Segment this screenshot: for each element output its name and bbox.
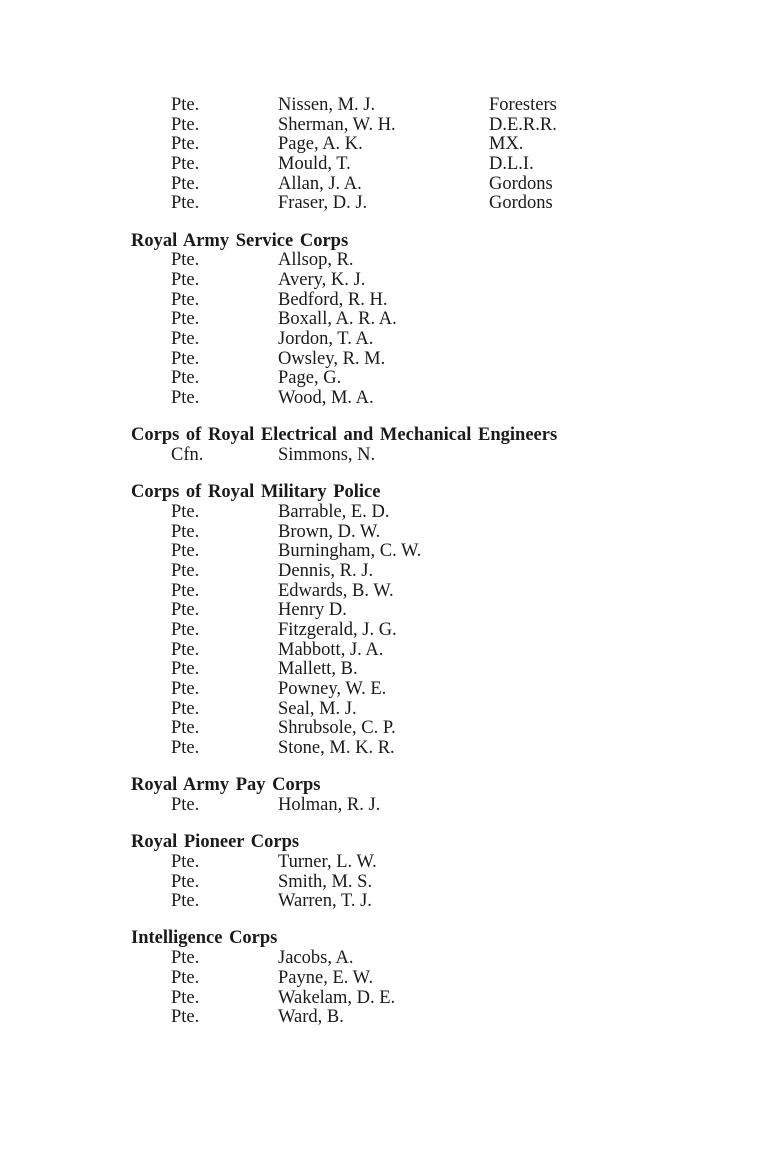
rank: Pte.	[171, 521, 200, 542]
list-item	[0, 680, 780, 700]
list-item	[0, 251, 780, 271]
section-spacer	[0, 912, 780, 930]
name: Turner, L. W.	[278, 851, 377, 872]
list-item	[0, 989, 780, 1009]
list-item	[0, 155, 780, 175]
list-item	[0, 582, 780, 602]
roll-page	[0, 96, 780, 1028]
rank: Pte.	[171, 289, 200, 310]
list-item	[0, 523, 780, 543]
section-reme	[0, 426, 780, 465]
rank: Pte.	[171, 193, 200, 214]
name: Allan, J. A.	[278, 173, 362, 194]
section-royal-military-police	[0, 483, 780, 759]
name: Burningham, C. W.	[278, 541, 422, 562]
name: Wood, M. A.	[278, 388, 374, 409]
list-item	[0, 873, 780, 893]
section-heading: Corps of Royal Military Police	[131, 482, 381, 503]
list-item	[0, 503, 780, 523]
list-item	[0, 601, 780, 621]
section-royal-pioneer-corps	[0, 833, 780, 912]
name: Shrubsole, C. P.	[278, 718, 396, 739]
list-item	[0, 719, 780, 739]
rank: Pte.	[171, 154, 200, 175]
rank: Pte.	[171, 388, 200, 409]
rank: Pte.	[171, 368, 200, 389]
list-item	[0, 796, 780, 816]
section-royal-army-service-corps	[0, 232, 780, 409]
list-item	[0, 175, 780, 195]
rank: Pte.	[171, 659, 200, 680]
section-heading: Corps of Royal Electrical and Mechanical Engineers	[131, 425, 558, 446]
name: Warren, T. J.	[278, 891, 372, 912]
rank: Pte.	[171, 738, 200, 759]
name: Jacobs, A.	[278, 948, 354, 969]
rank: Pte.	[171, 967, 200, 988]
section-heading: Royal Army Service Corps	[131, 230, 349, 251]
unit: D.E.R.R.	[489, 114, 557, 135]
rank: Pte.	[171, 348, 200, 369]
list-item	[0, 969, 780, 989]
name: Nissen, M. J.	[278, 95, 376, 115]
list-item	[0, 369, 780, 389]
rank: Pte.	[171, 718, 200, 739]
rank: Pte.	[171, 871, 200, 892]
list-item	[0, 389, 780, 409]
list-item	[0, 660, 780, 680]
list-item	[0, 949, 780, 969]
name: Fitzgerald, J. G.	[278, 620, 397, 640]
unit: Gordons	[489, 193, 553, 214]
list-item	[0, 700, 780, 720]
name: Edwards, B. W.	[278, 580, 394, 601]
section-spacer	[0, 409, 780, 427]
section-heading: Intelligence Corps	[131, 928, 278, 949]
rank: Pte.	[171, 329, 200, 350]
name: Seal, M. J.	[278, 698, 357, 719]
name: Simmons, N.	[278, 445, 376, 465]
unit: Gordons	[489, 173, 553, 194]
rank: Pte.	[171, 250, 200, 271]
name: Boxall, A. R. A.	[278, 309, 397, 330]
unit: Foresters	[489, 95, 557, 115]
rank: Pte.	[171, 541, 200, 562]
section-intelligence-corps	[0, 929, 780, 1027]
name: Bedford, R. H.	[278, 289, 388, 310]
rank: Pte.	[171, 134, 200, 155]
name: Barrable, E. D.	[278, 501, 390, 522]
list-item	[0, 562, 780, 582]
list-item	[0, 739, 780, 759]
name: Mould, T.	[278, 154, 351, 175]
list-item	[0, 310, 780, 330]
name: Powney, W. E.	[278, 679, 387, 700]
rank: Pte.	[171, 620, 200, 640]
rank: Pte.	[171, 580, 200, 601]
rank: Pte.	[171, 501, 200, 522]
name: Fraser, D. J.	[278, 193, 368, 214]
list-item	[0, 446, 780, 466]
rank: Pte.	[171, 1007, 200, 1028]
name: Owsley, R. M.	[278, 348, 386, 369]
rank: Pte.	[171, 891, 200, 912]
name: Sherman, W. H.	[278, 114, 396, 135]
list-item	[0, 291, 780, 311]
list-item	[0, 350, 780, 370]
section-spacer	[0, 759, 780, 777]
list-item	[0, 271, 780, 291]
name: Page, A. K.	[278, 134, 363, 155]
rank: Pte.	[171, 600, 200, 621]
rank: Pte.	[171, 948, 200, 969]
name: Jordon, T. A.	[278, 329, 374, 350]
name: Page, G.	[278, 368, 342, 389]
name: Ward, B.	[278, 1007, 344, 1028]
section-spacer	[0, 214, 780, 232]
list-item	[0, 621, 780, 641]
list-item	[0, 135, 780, 155]
rank: Pte.	[171, 987, 200, 1008]
rank: Pte.	[171, 173, 200, 194]
list-item	[0, 116, 780, 136]
list-item	[0, 892, 780, 912]
rank: Pte.	[171, 851, 200, 872]
name: Brown, D. W.	[278, 521, 381, 542]
list-item	[0, 853, 780, 873]
rank: Pte.	[171, 560, 200, 581]
unit: D.L.I.	[489, 154, 534, 175]
rank: Pte.	[171, 270, 200, 290]
name: Holman, R. J.	[278, 795, 381, 815]
section-spacer	[0, 816, 780, 834]
list-item	[0, 641, 780, 661]
name: Stone, M. K. R.	[278, 738, 395, 759]
list-item	[0, 542, 780, 562]
name: Dennis, R. J.	[278, 560, 374, 581]
name: Mabbott, J. A.	[278, 639, 384, 660]
list-item	[0, 330, 780, 350]
name: Avery, K. J.	[278, 270, 366, 290]
rank: Pte.	[171, 114, 200, 135]
rank: Pte.	[171, 679, 200, 700]
list-item	[0, 194, 780, 214]
section-heading: Royal Army Pay Corps	[131, 775, 321, 796]
rank: Pte.	[171, 309, 200, 330]
rank: Pte.	[171, 698, 200, 719]
section-spacer	[0, 466, 780, 484]
name: Henry D.	[278, 600, 347, 621]
rank: Cfn.	[171, 445, 204, 465]
top-list	[0, 96, 780, 214]
name: Wakelam, D. E.	[278, 987, 396, 1008]
unit: MX.	[489, 134, 524, 155]
rank: Pte.	[171, 95, 200, 115]
list-item	[0, 96, 780, 116]
rank: Pte.	[171, 639, 200, 660]
name: Payne, E. W.	[278, 967, 374, 988]
name: Smith, M. S.	[278, 871, 373, 892]
section-heading: Royal Pioneer Corps	[131, 832, 300, 853]
name: Mallett, B.	[278, 659, 358, 680]
name: Allsop, R.	[278, 250, 354, 271]
list-item	[0, 1008, 780, 1028]
section-royal-army-pay-corps	[0, 776, 780, 815]
rank: Pte.	[171, 795, 200, 815]
